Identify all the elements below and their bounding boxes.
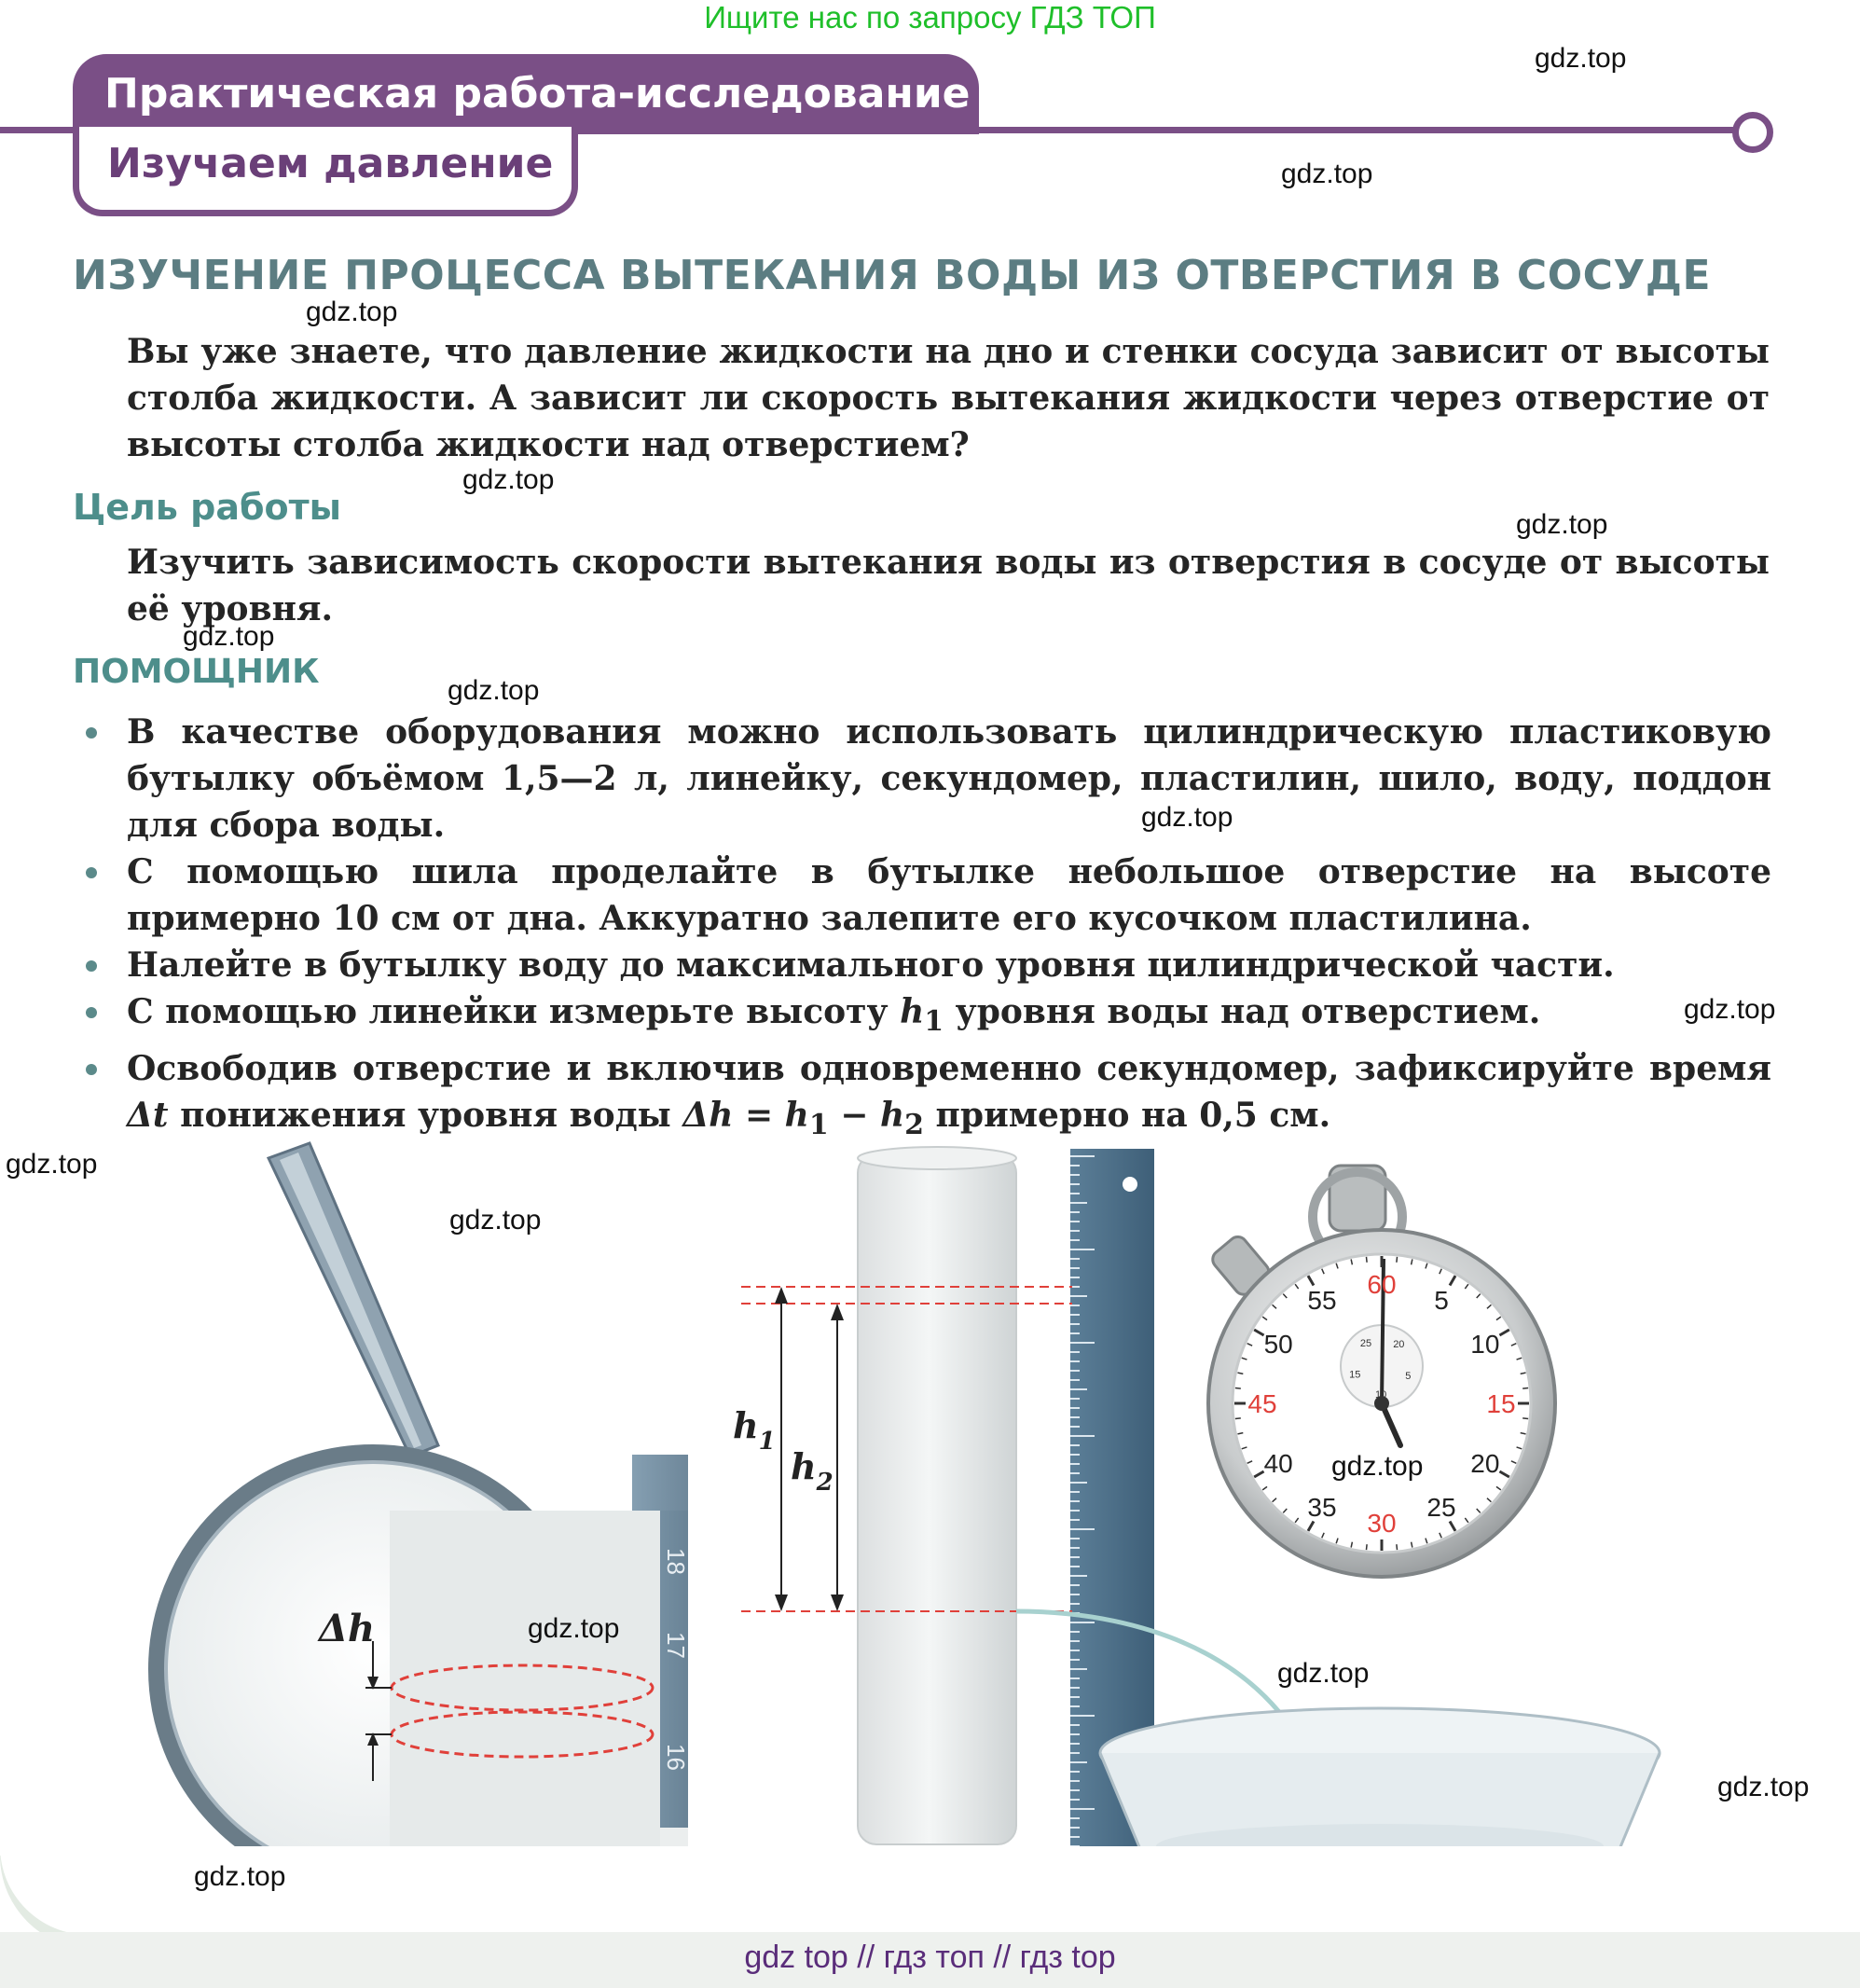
goal-heading: Цель работы xyxy=(73,487,341,528)
list-item: С помощью линейки измерьте высоту $h_1$ уровня воды над отверстием. xyxy=(84,988,1771,1045)
bullet-icon xyxy=(86,867,97,878)
watermark: gdz.top xyxy=(1141,802,1233,833)
watermark: gdz.top xyxy=(1684,994,1776,1025)
stopwatch-number: 35 xyxy=(1307,1492,1337,1522)
watermark: gdz.top xyxy=(449,1205,542,1236)
tray xyxy=(1100,1708,1660,1869)
ruler-tick-label: 17 xyxy=(662,1632,690,1659)
stopwatch-inner-number: 5 xyxy=(1405,1371,1412,1383)
stopwatch-tick xyxy=(1522,1387,1528,1388)
bullet-icon xyxy=(86,960,97,972)
list-item: С помощью шила проделайте в бутылке небольшое отверстие на высоте примерно 10 см от дна. Аккуратно залепите его кусочком пластилина. xyxy=(84,849,1771,942)
ruler-tick-label: 18 xyxy=(662,1548,690,1575)
stopwatch-number: 50 xyxy=(1263,1330,1293,1359)
watermark: gdz.top xyxy=(1281,159,1373,189)
stopwatch-number: 5 xyxy=(1434,1286,1449,1316)
section-title: ИЗУЧЕНИЕ ПРОЦЕССА ВЫТЕКАНИЯ ВОДЫ ИЗ ОТВЕРСТИЯ В СОСУДЕ xyxy=(73,252,1712,299)
intro-paragraph: Вы уже знаете, что давление жидкости на дно и стенки сосуда зависит от высоты столба жидкости. А зависит ли скорость вытекания жидкости через отверстие от высоты столба жидкости над отверстием? xyxy=(127,332,1770,464)
header-title: Практическая работа-исследование xyxy=(73,54,979,134)
watermark: gdz.top xyxy=(1717,1772,1810,1802)
delta-h-label: Δh xyxy=(319,1607,376,1650)
watermark: gdz.top xyxy=(1535,43,1627,74)
stopwatch-tick xyxy=(1235,1418,1241,1419)
stopwatch-inner-number: 25 xyxy=(1359,1338,1372,1350)
bullet-icon xyxy=(86,727,97,739)
stopwatch-inner-number: 15 xyxy=(1349,1369,1361,1381)
watermark: gdz.top xyxy=(1331,1451,1424,1482)
watermark: gdz.top xyxy=(306,297,398,327)
experiment-illustration xyxy=(0,1138,1860,1884)
stopwatch-number: 40 xyxy=(1263,1449,1293,1478)
header-subtitle: Изучаем давление xyxy=(73,127,578,216)
stopwatch-number: 60 xyxy=(1367,1270,1397,1299)
stopwatch-number: 25 xyxy=(1426,1492,1456,1522)
watermark: gdz.top xyxy=(194,1861,286,1892)
watermark: gdz.top xyxy=(1516,509,1608,540)
bullet-icon xyxy=(86,1064,97,1075)
watermark: gdz.top xyxy=(1277,1658,1370,1689)
h1-label: $h_1$ xyxy=(733,1404,776,1456)
stopwatch-number: 20 xyxy=(1470,1449,1500,1478)
ruler-tick-label: 16 xyxy=(662,1744,690,1771)
stopwatch-number: 10 xyxy=(1470,1330,1500,1359)
stopwatch-tick xyxy=(1235,1387,1241,1388)
bullet-icon xyxy=(86,1007,97,1018)
magnifier-icon xyxy=(157,1143,688,1884)
stopwatch-inner-number: 10 xyxy=(1375,1388,1387,1401)
stopwatch-number: 45 xyxy=(1247,1389,1277,1418)
stopwatch-tick xyxy=(1397,1257,1398,1263)
list-item: Освободив отверстие и включив одновременно секундомер, зафиксируйте время Δt понижения уровня воды $\Delta h = h_1 - h_2$ примерно на 0,5 см. xyxy=(84,1045,1771,1149)
footer-links[interactable]: gdz top // гдз топ // гдз top xyxy=(744,1940,1116,1975)
bottle xyxy=(858,1147,1016,1844)
goal-text: Изучить зависимость скорости вытекания воды из отверстия в сосуде от высоты её уровня. xyxy=(127,543,1770,628)
header-ring-ornament xyxy=(1732,112,1773,153)
stopwatch-number: 30 xyxy=(1367,1509,1397,1538)
stopwatch-tick xyxy=(1366,1257,1367,1263)
stopwatch-inner-number: 20 xyxy=(1393,1339,1405,1351)
watermark: gdz.top xyxy=(528,1613,620,1644)
helper-heading: ПОМОЩНИК xyxy=(73,653,320,691)
stopwatch-tick xyxy=(1397,1544,1398,1550)
watermark: gdz.top xyxy=(6,1149,98,1180)
list-item: В качестве оборудования можно использовать цилиндрическую пластиковую бутылку объёмом 1,5—2 л, линейку, секундомер, пластилин, шило, воду, поддон для сбора воды. xyxy=(84,709,1771,849)
search-banner[interactable]: Ищите нас по запросу ГДЗ ТОП xyxy=(704,0,1156,35)
stopwatch-number: 55 xyxy=(1307,1286,1337,1316)
stopwatch-tick xyxy=(1366,1544,1367,1550)
list-item: Налейте в бутылку воду до максимального уровня цилиндрической части. xyxy=(84,942,1771,988)
stopwatch-number: 15 xyxy=(1486,1389,1516,1418)
watermark: gdz.top xyxy=(183,621,275,652)
stopwatch-tick xyxy=(1522,1418,1528,1419)
watermark: gdz.top xyxy=(462,464,555,495)
watermark: gdz.top xyxy=(448,675,540,706)
h2-label: $h_2$ xyxy=(791,1445,834,1497)
helper-list xyxy=(84,709,1771,1149)
